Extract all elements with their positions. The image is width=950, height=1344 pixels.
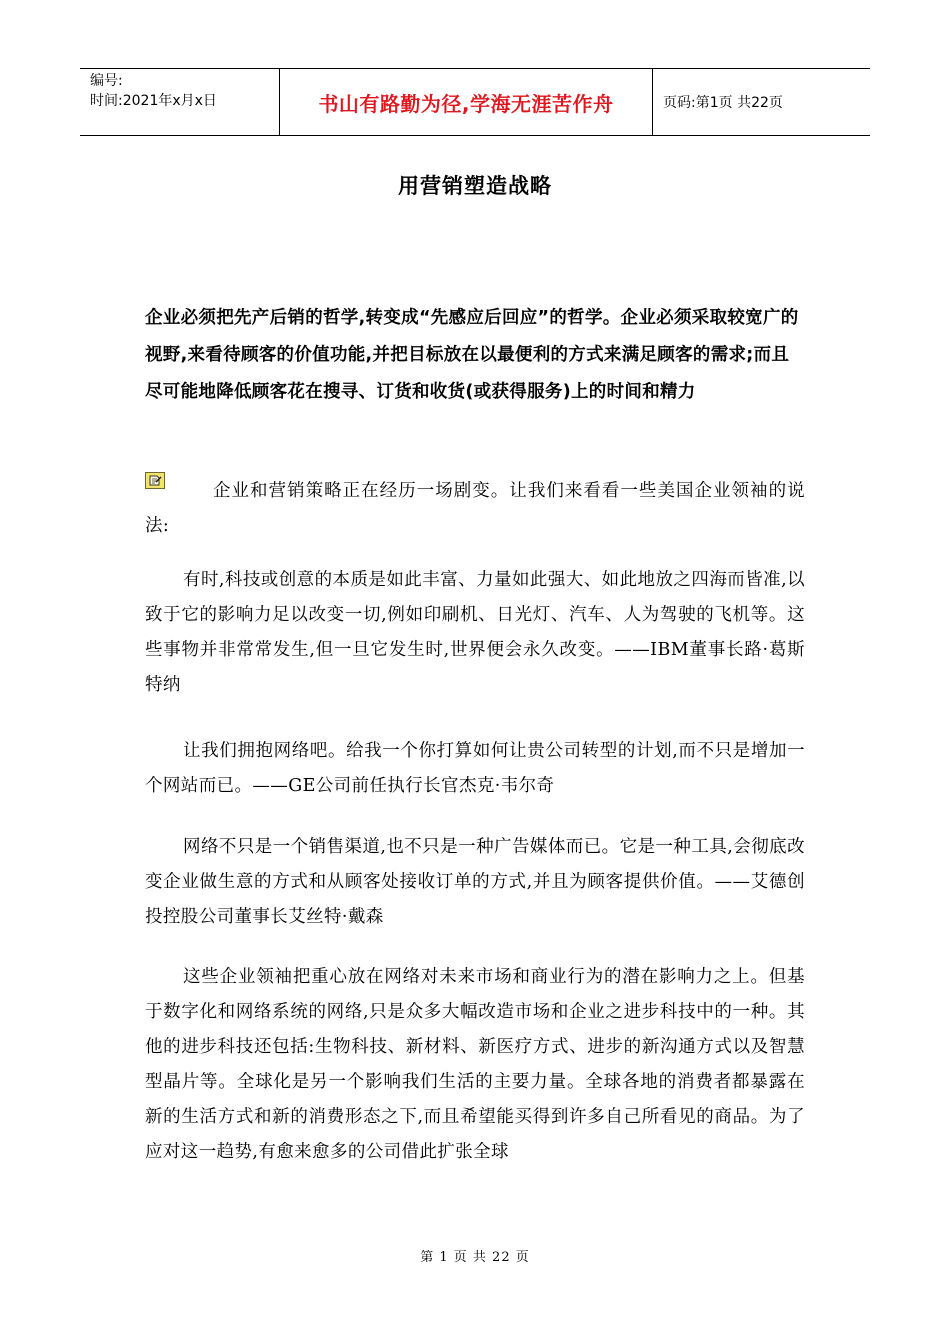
number-label: 编号: (90, 73, 123, 89)
header-motto-cell (280, 69, 653, 135)
body-paragraph-5: 这些企业领袖把重心放在网络对未来市场和商业行为的潜在影响力之上。但基于数字化和网络系统的网络,只是众多大幅改造市场和企业之进步科技中的一种。其他的进步科技还包括:生物科技、新材料、新医疗方式、进步的新沟通方式以及智慧型晶片等。全球化是另一个影响我们生活的主要力量。全球各地的消费者都暴露在新的生活方式和新的消费形态之下,而且希望能买得到许多自己所看见的商品。为了应对这一趋势,有愈来愈多的公司借此扩张全球 (145, 967, 805, 1162)
document-title: 用营销塑造战略 (398, 174, 552, 198)
motto-text: 书山有路勤为径,学海无涯苦作舟 (318, 91, 614, 116)
abstract-paragraph: 企业必须把先产后销的哲学,转变成“先感应后回应”的哲学。企业必须采取较宽广的视野,来看待顾客的价值功能,并把目标放在以最便利的方式来满足顾客的需求;而且尽可能地降低顾客花在搜寻、订货和收货(或获得服务)上的时间和精力 (145, 308, 799, 402)
header-page-cell (653, 69, 870, 135)
header-meta-cell (80, 69, 280, 135)
page-info: 页码:第1页 共22页 (663, 95, 783, 111)
page-footer: 第 1 页 共 22 页 (420, 1250, 530, 1265)
time-label: 时间:2021年x月x日 (90, 93, 217, 109)
header-table (80, 68, 870, 136)
body-paragraph-1: 企业和营销策略正在经历一场剧变。让我们来看看一些美国企业领袖的说法: (145, 481, 805, 536)
body-paragraph-4: 网络不只是一个销售渠道,也不只是一种广告媒体而已。它是一种工具,会彻底改变企业做生意的方式和从顾客处接收订单的方式,并且为顾客提供价值。——艾德创投控股公司董事长艾丝特·戴森 (145, 837, 805, 927)
body-paragraph-3: 让我们拥抱网络吧。给我一个你打算如何让贵公司转型的计划,而不只是增加一个网站而已。——GE公司前任执行长官杰克·韦尔奇 (145, 741, 805, 796)
body-paragraph-2: 有时,科技或创意的本质是如此丰富、力量如此强大、如此地放之四海而皆准,以致于它的影响力足以改变一切,例如印刷机、日光灯、汽车、人为驾驶的飞机等。这些事物并非常常发生,但一旦它发生时,世界便会永久改变。——IBM董事长路·葛斯特纳 (145, 570, 805, 695)
